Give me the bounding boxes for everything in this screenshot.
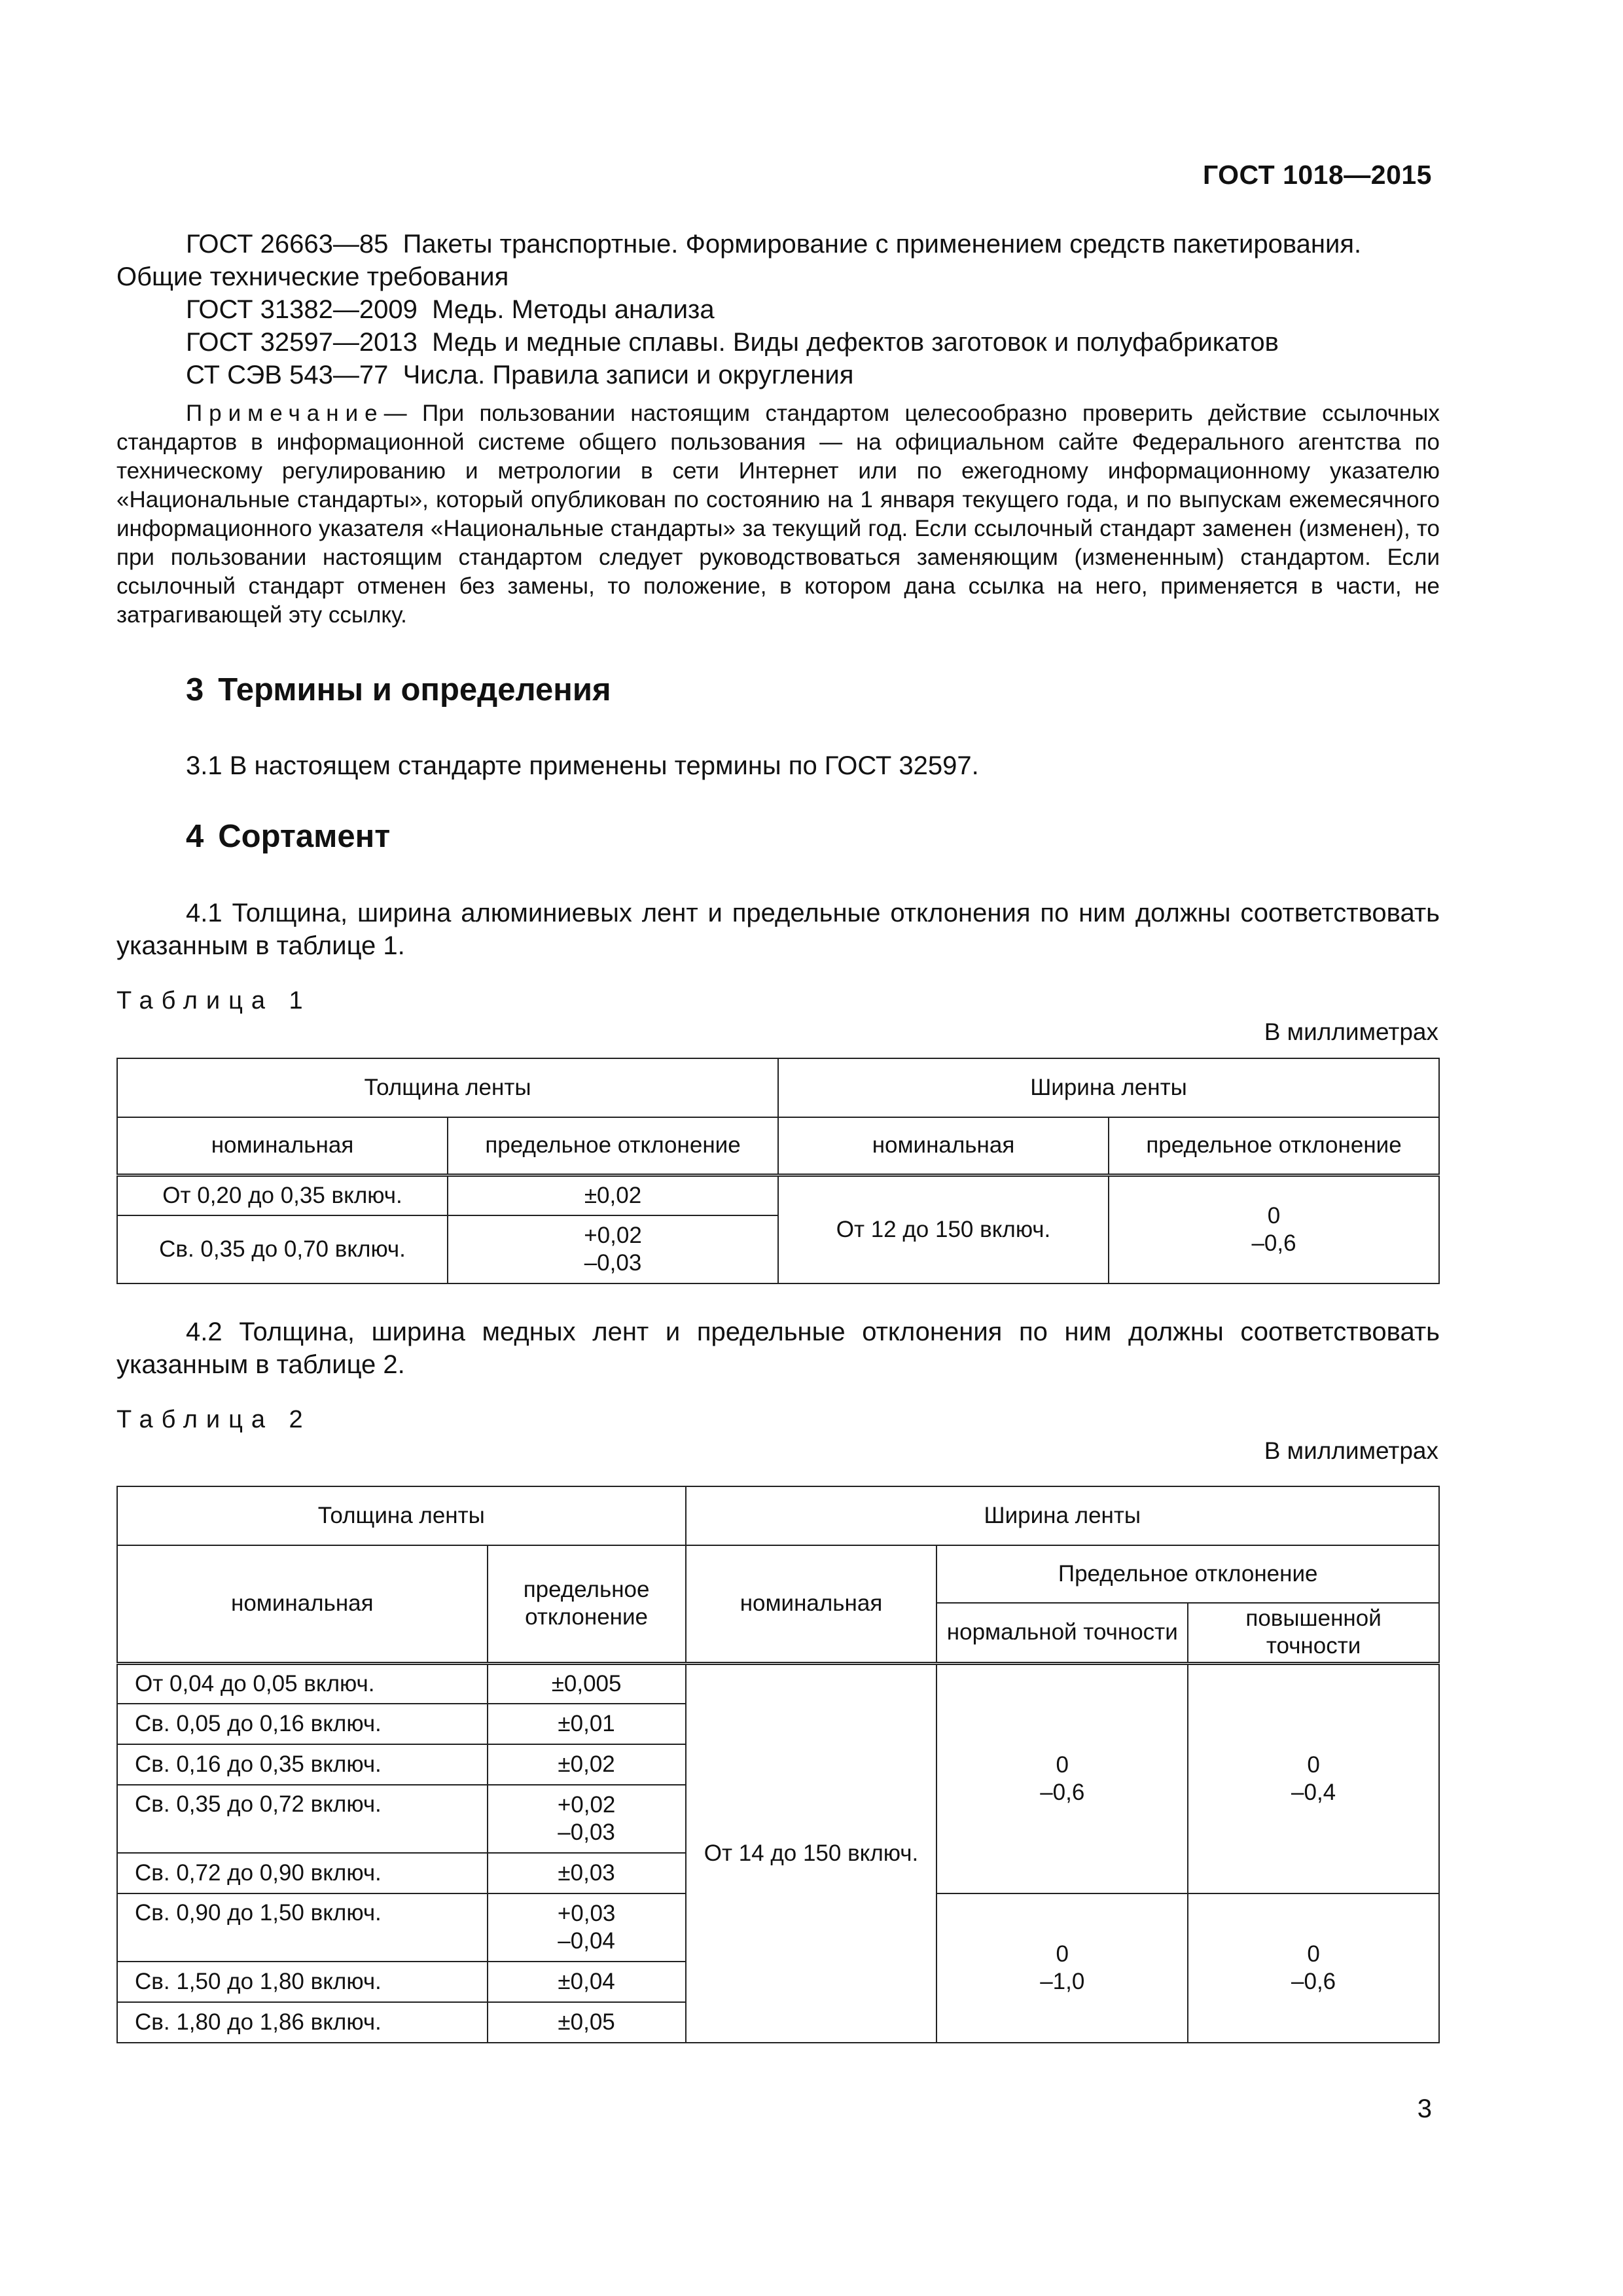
table-cell bbox=[488, 1785, 686, 1853]
table-cell bbox=[1188, 1893, 1439, 2043]
section-title: Термины и определения bbox=[218, 672, 611, 708]
reference-code: ГОСТ 32597—2013 bbox=[186, 328, 418, 357]
note-block bbox=[116, 399, 1440, 630]
table-cell: Св. 0,35 до 0,70 включ. bbox=[117, 1215, 448, 1283]
section-title: Сортамент bbox=[218, 819, 391, 854]
table-header-cell: Толщина ленты bbox=[117, 1486, 686, 1545]
table-cell bbox=[448, 1215, 778, 1283]
section-3-heading bbox=[186, 672, 611, 708]
deviation-lower: –0,4 bbox=[1291, 1779, 1336, 1805]
table-cell: ±0,005 bbox=[488, 1663, 686, 1704]
table-cell: Св. 1,50 до 1,80 включ. bbox=[117, 1962, 488, 2002]
table-header-cell: Ширина ленты bbox=[778, 1058, 1439, 1117]
table-header-cell: предельное отклонение bbox=[1109, 1117, 1439, 1175]
table-2 bbox=[116, 1486, 1440, 2043]
reference-code: ГОСТ 31382—2009 bbox=[186, 295, 418, 324]
table-header-cell: предельное отклонение bbox=[448, 1117, 778, 1175]
section-4-heading bbox=[186, 818, 390, 855]
reference-code: ГОСТ 26663—85 bbox=[186, 230, 389, 259]
deviation-upper: 0 bbox=[1056, 1751, 1069, 1778]
reference-item bbox=[116, 293, 1440, 326]
table-header-cell: Ширина ленты bbox=[686, 1486, 1439, 1545]
table-cell: От 14 до 150 включ. bbox=[686, 1663, 937, 2043]
table-cell bbox=[1188, 1663, 1439, 1893]
deviation-lower: –0,6 bbox=[1251, 1230, 1296, 1256]
table-cell: ±0,02 bbox=[448, 1175, 778, 1215]
note-text: — При пользовании настоящим стандартом целесообразно проверить действие ссылочных стандартов в информационной системе общего пользования — на официальном сайте Федерального агентства по техническому регулированию и метрологии в сети Интернет или по ежегодному информационному указателю «Национальные стандарты», который опубликован по состоянию на 1 января текущего года, и по выпускам ежемесячного информационного указателя «Национальные стандарты» за текущий год. Если ссылочный стандарт заменен (изменен), то при пользовании настоящим стандартом следует руководствоваться заменяющим (измененным) стандартом. Если ссылочный стандарт отменен без замены, то положение, в котором дана ссылка на него, применяется в части, не затрагивающей эту ссылку. bbox=[116, 401, 1440, 628]
deviation-lower: –0,6 bbox=[1040, 1779, 1085, 1805]
table-cell bbox=[936, 1663, 1188, 1893]
table-cell: ±0,05 bbox=[488, 2002, 686, 2043]
table-cell: Св. 0,16 до 0,35 включ. bbox=[117, 1744, 488, 1785]
reference-title: Медь. Методы анализа bbox=[432, 295, 715, 324]
table-header-cell: повышенной точности bbox=[1188, 1603, 1439, 1663]
table-header-cell: номинальная bbox=[117, 1545, 488, 1663]
deviation-lower: –0,03 bbox=[558, 1820, 615, 1845]
reference-item bbox=[116, 326, 1440, 359]
page-number: 3 bbox=[1417, 2094, 1432, 2123]
deviation-upper: +0,02 bbox=[557, 1792, 616, 1818]
table-header-cell: номинальная bbox=[778, 1117, 1109, 1175]
table-cell: Св. 0,35 до 0,72 включ. bbox=[117, 1785, 488, 1853]
reference-title: Медь и медные сплавы. Виды дефектов заготовок и полуфабрикатов bbox=[432, 328, 1279, 357]
note-paragraph bbox=[116, 399, 1440, 630]
table-cell: ±0,04 bbox=[488, 1962, 686, 2002]
table-header-cell: Предельное отклонение bbox=[936, 1545, 1439, 1603]
table-cell: Св. 1,80 до 1,86 включ. bbox=[117, 2002, 488, 2043]
table-cell: ±0,03 bbox=[488, 1853, 686, 1893]
deviation-upper: 0 bbox=[1307, 1751, 1320, 1778]
table-cell: ±0,01 bbox=[488, 1704, 686, 1744]
header-line: отклонение bbox=[525, 1604, 649, 1630]
table-1 bbox=[116, 1058, 1440, 1284]
paragraph-4-1: 4.1 Толщина, ширина алюминиевых лент и предельные отклонения по ним должны соответствовать указанным в таблице 1. bbox=[116, 899, 1440, 960]
header-line: предельное bbox=[523, 1577, 650, 1603]
deviation-lower: –1,0 bbox=[1040, 1969, 1085, 1994]
table-cell bbox=[488, 1893, 686, 1962]
table-header-cell: номинальная bbox=[686, 1545, 937, 1663]
table-header-cell: нормальной точности bbox=[936, 1603, 1188, 1663]
table-cell: Св. 0,05 до 0,16 включ. bbox=[117, 1704, 488, 1744]
reference-title: Числа. Правила записи и округления bbox=[402, 361, 854, 389]
deviation-upper: +0,03 bbox=[557, 1901, 616, 1926]
table-cell: ±0,02 bbox=[488, 1744, 686, 1785]
deviation-lower: –0,03 bbox=[584, 1250, 642, 1276]
paragraph-4-2: 4.2 Толщина, ширина медных лент и предельные отклонения по ним должны соответствовать указанным в таблице 2. bbox=[116, 1318, 1440, 1379]
deviation-upper: 0 bbox=[1267, 1202, 1281, 1229]
reference-title-continuation: Общие технические требования bbox=[116, 262, 509, 291]
reference-item bbox=[116, 359, 1440, 391]
table-cell bbox=[1109, 1175, 1439, 1283]
table-cell: От 0,20 до 0,35 включ. bbox=[117, 1175, 448, 1215]
section-number: 4 bbox=[186, 819, 204, 854]
table-cell: Св. 0,90 до 1,50 включ. bbox=[117, 1893, 488, 1962]
deviation-lower: –0,04 bbox=[558, 1928, 615, 1954]
reference-title: Пакеты транспортные. Формирование с применением средств пакетирования. bbox=[402, 230, 1362, 259]
table-2-units: В миллиметрах bbox=[1264, 1437, 1438, 1464]
table-2-caption: Таблица 2 bbox=[116, 1406, 312, 1433]
table-header-cell bbox=[488, 1545, 686, 1663]
deviation-upper: 0 bbox=[1307, 1941, 1320, 1967]
deviation-upper: +0,02 bbox=[584, 1223, 642, 1248]
paragraph-3-1: 3.1 В настоящем стандарте применены термины по ГОСТ 32597. bbox=[186, 751, 979, 780]
deviation-lower: –0,6 bbox=[1291, 1969, 1336, 1994]
table-cell bbox=[936, 1893, 1188, 2043]
table-cell: Св. 0,72 до 0,90 включ. bbox=[117, 1853, 488, 1893]
deviation-upper: 0 bbox=[1056, 1941, 1069, 1967]
table-cell: От 12 до 150 включ. bbox=[778, 1175, 1109, 1283]
document-code-header: ГОСТ 1018—2015 bbox=[1202, 160, 1432, 190]
note-label: Примечание bbox=[186, 401, 384, 426]
reference-code: СТ СЭВ 543—77 bbox=[186, 361, 389, 389]
table-header-cell: Толщина ленты bbox=[117, 1058, 778, 1117]
table-1-units: В миллиметрах bbox=[1264, 1018, 1438, 1045]
table-1-caption: Таблица 1 bbox=[116, 987, 312, 1014]
table-header-cell: номинальная bbox=[117, 1117, 448, 1175]
reference-item bbox=[116, 228, 1440, 260]
table-cell: От 0,04 до 0,05 включ. bbox=[117, 1663, 488, 1704]
normative-references bbox=[116, 228, 1440, 391]
section-number: 3 bbox=[186, 672, 204, 708]
